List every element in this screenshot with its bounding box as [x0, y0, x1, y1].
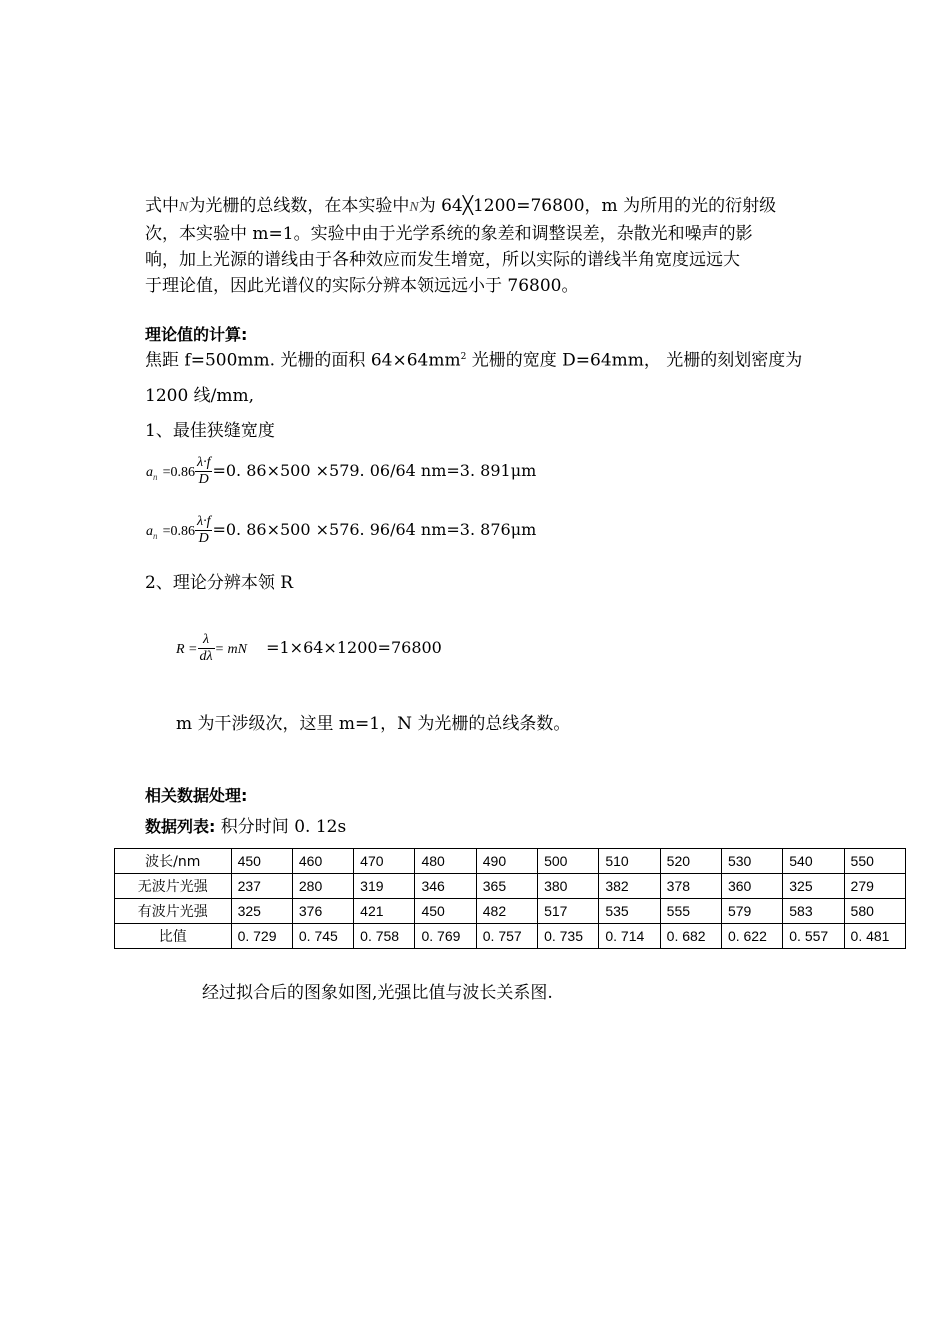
table-cell: 319 [354, 874, 415, 899]
intro-line-1: 式中N为光栅的总线数，在本实验中N为 64╳1200=76800，m 为所用的光的衍射级 [145, 196, 777, 216]
row-label: 比值 [115, 924, 232, 949]
intro-line-2: 次，本实验中 m=1。实验中由于光学系统的象差和调整误差，杂散光和噪声的影 [145, 224, 753, 244]
data-table [114, 848, 906, 949]
table-cell: 365 [476, 874, 537, 899]
equation-slit-1: $a_n =0.86$ $\frac{\lambda\cdot f}{D}$ =0. 86×500 ×579. 06/64 nm=3. 891μm [146, 455, 537, 487]
data-heading: 相关数据处理: [145, 786, 248, 805]
theory-line-1: 焦距 f=500mm. 光栅的面积 $64\times 64mm^2$ 光栅的宽度 D=64mm， 光栅的刻划密度为 [145, 350, 803, 371]
table-row [115, 874, 906, 899]
equation-resolving-power: R = $\frac{\lambda}{d\lambda}$ = mN =1×64×1200=76800 [176, 632, 442, 664]
row-label: 有波片光强 [115, 899, 232, 924]
table-cell: 378 [660, 874, 721, 899]
table-cell: 325 [231, 899, 292, 924]
table-cell: 540 [783, 849, 844, 874]
table-cell: 520 [660, 849, 721, 874]
table-cell: 279 [844, 874, 905, 899]
equation-slit-2: $a_n =0.86$ $\frac{\lambda\cdot f}{D}$ =0. 86×500 ×576. 96/64 nm=3. 876μm [146, 514, 537, 546]
item-slit-width: 1、最佳狭缝宽度 [145, 421, 275, 441]
table-cell: 580 [844, 899, 905, 924]
interference-note: m 为干涉级次，这里 m=1，N 为光栅的总线条数。 [176, 714, 571, 734]
table-row [115, 899, 906, 924]
table-cell: 450 [415, 899, 476, 924]
table-cell: 550 [844, 849, 905, 874]
theory-heading: 理论值的计算: [145, 325, 248, 344]
table-cell: 0. 729 [231, 924, 292, 949]
table-cell: 0. 735 [538, 924, 599, 949]
table-cell: 382 [599, 874, 660, 899]
table-cell: 346 [415, 874, 476, 899]
table-cell: 470 [354, 849, 415, 874]
table-cell: 0. 481 [844, 924, 905, 949]
table-cell: 0. 769 [415, 924, 476, 949]
table-cell: 450 [231, 849, 292, 874]
table-cell: 480 [415, 849, 476, 874]
table-cell: 500 [538, 849, 599, 874]
item-resolving-power: 2、理论分辨本领 R [145, 573, 294, 593]
table-cell: 535 [599, 899, 660, 924]
table-cell: 517 [538, 899, 599, 924]
table-cell: 555 [660, 899, 721, 924]
table-cell: 237 [231, 874, 292, 899]
table-cell: 376 [292, 899, 353, 924]
table-cell: 325 [783, 874, 844, 899]
table-cell: 0. 757 [476, 924, 537, 949]
row-label: 波长/nm [115, 849, 232, 874]
table-row [115, 924, 906, 949]
table-cell: 421 [354, 899, 415, 924]
table-cell: 0. 758 [354, 924, 415, 949]
table-cell: 490 [476, 849, 537, 874]
table-cell: 280 [292, 874, 353, 899]
intro-line-3: 响，加上光源的谱线由于各种效应而发生增宽，所以实际的谱线半角宽度远远大 [145, 250, 740, 270]
data-list-label: 数据列表: 积分时间 0. 12s [145, 817, 347, 837]
table-cell: 0. 557 [783, 924, 844, 949]
intro-line-4: 于理论值，因此光谱仪的实际分辨本领远远小于 76800。 [145, 276, 579, 296]
table-cell: 510 [599, 849, 660, 874]
table-cell: 583 [783, 899, 844, 924]
table-cell: 579 [721, 899, 782, 924]
table-cell: 460 [292, 849, 353, 874]
table-cell: 0. 714 [599, 924, 660, 949]
row-label: 无波片光强 [115, 874, 232, 899]
table-cell: 0. 682 [660, 924, 721, 949]
table-cell: 482 [476, 899, 537, 924]
table-cell: 0. 745 [292, 924, 353, 949]
table-cell: 380 [538, 874, 599, 899]
table-cell: 360 [721, 874, 782, 899]
theory-line-2: 1200 线/mm, [145, 386, 255, 406]
table-cell: 0. 622 [721, 924, 782, 949]
table-cell: 530 [721, 849, 782, 874]
table-row [115, 849, 906, 874]
figure-caption: 经过拟合后的图象如图,光强比值与波长关系图. [202, 983, 553, 1003]
